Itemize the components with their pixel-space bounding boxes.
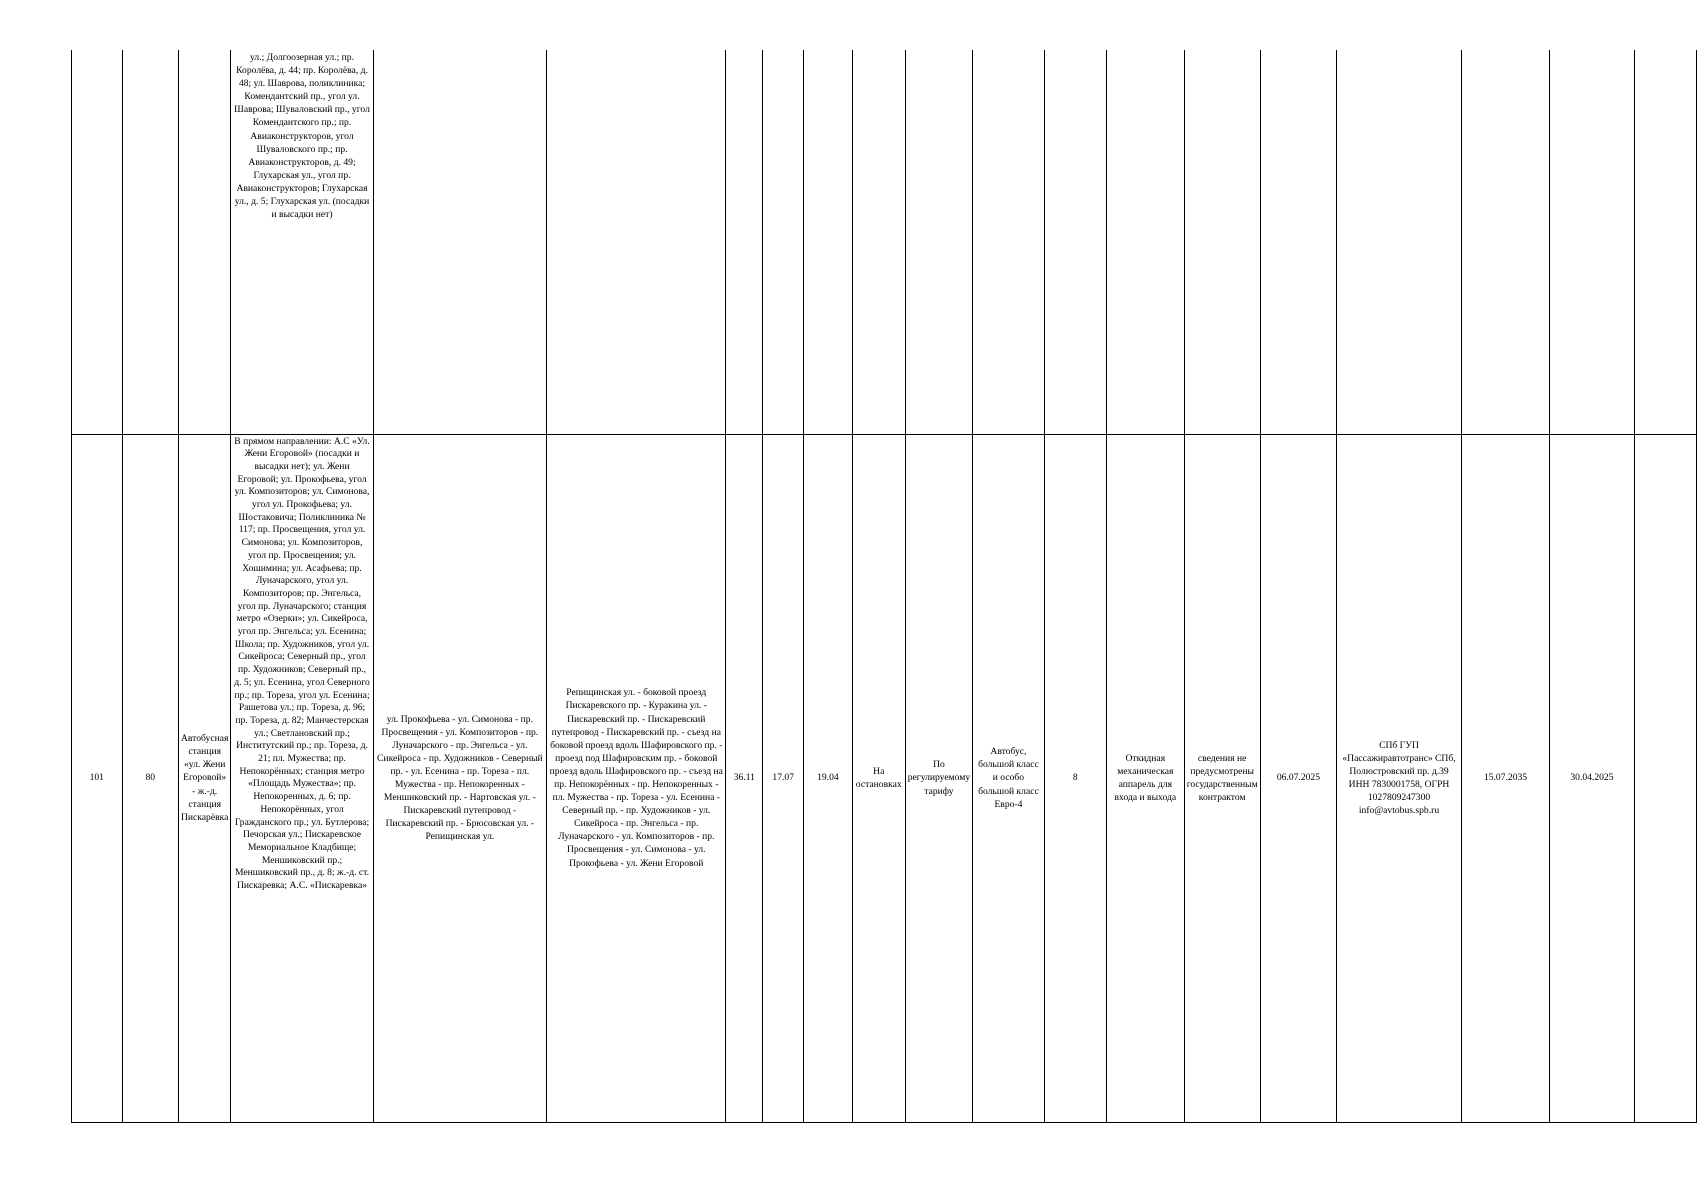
cell-reg-number [72, 50, 123, 434]
cell-carrier [1337, 50, 1462, 434]
cell-end-date: 15.07.2035 [1461, 434, 1549, 1122]
cell-length-total [804, 50, 853, 434]
cell-route-number [122, 50, 178, 434]
cell-change-date [1550, 50, 1634, 434]
cell-streets-forward [373, 50, 546, 434]
cell-stop-order [852, 50, 905, 434]
cell-carrier: СПб ГУП «Пассажиравтотранс» СПб, Полюстровский пр. д.39 ИНН 7830001758, ОГРН 1027809247300 info@avtobus.spb.ru [1337, 434, 1462, 1122]
cell-streets-backward [547, 50, 726, 434]
cell-notes [1634, 434, 1696, 1122]
cell-streets-backward: Репищинская ул. - боковой проезд Пискаревского пр. - Куракина ул. - Пискаревский пр. - Пискаревский путепровод - Пискаревский пр. - съезд на боковой проезд вдоль Шафировского пр. - проезд под Шафировским пр. - боковой проезд вдоль Шафировского пр. - съезд на пр. Непокорённых - пр. Непокоренных - пл. Мужества - пр. Тореза - ул. Есенина - Северный пр. - пр. Художников - ул. Сикейроса - пр. Энгельса - пр. Луначарского - ул. Композиторов - пр. Просвещения - ул. Симонова - ул. Прокофьева - ул. Жени Егоровой [547, 434, 726, 1122]
cell-vehicle [973, 50, 1045, 434]
cell-reg-number: 101 [72, 434, 123, 1122]
cell-stop-order: На остановках [852, 434, 905, 1122]
route-register-table [71, 50, 1697, 1123]
cell-equipment [1106, 50, 1184, 434]
cell-contract-info: сведения не предусмотрены государственным контрактом [1184, 434, 1260, 1122]
cell-length-backward: 17.07 [763, 434, 804, 1122]
cell-length-backward [763, 50, 804, 434]
cell-route-name [178, 50, 230, 434]
cell-tariff: По регулируемому тарифу [905, 434, 972, 1122]
cell-route-number: 80 [122, 434, 178, 1122]
continuation-row [72, 50, 1697, 434]
cell-start-date: 06.07.2025 [1260, 434, 1337, 1122]
cell-vehicle-count: 8 [1044, 434, 1106, 1122]
cell-length-forward [726, 50, 763, 434]
cell-notes [1634, 50, 1696, 434]
cell-tariff [905, 50, 972, 434]
cell-stops: В прямом направлении: А.С «Ул. Жени Егоровой» (посадки и высадки нет); ул. Жени Егоровой; ул. Прокофьева, угол ул. Композиторов; ул. Симонова, угол ул. Прокофьева; ул. Шостаковича; Поликлиника № 117; пр. Просвещения, угол ул. Симонова; ул. Композиторов, угол пр. Просвещения; ул. Хошимина; ул. Асафьева; пр. Луначарского, угол ул. Композиторов; пр. Энгельса, угол пр. Луначарского; станция метро «Озерки»; ул. Сикейроса, угол пр. Энгельса; ул. Есенина; Школа; пр. Художников, угол ул. Сикейроса; Северный пр., угол пр. Художников; Северный пр., д. 5; ул. Есенина, угол Северного пр.; пр. Тореза, угол ул. Есенина; Рашетова ул.; пр. Тореза, д. 96; пр. Тореза, д. 82; Манчестерская ул.; Светлановский пр.; Институтский пр.; пр. Тореза, д. 21; пл. Мужества; пр. Непокорённых; станция метро «Площадь Мужества»; пр. Непокоренных, д. 6; пр. Непокорённых, угол Гражданского пр.; ул. Бутлерова; Печорская ул.; Пискаревское Мемориальное Кладбище; Меншиковский пр.; Меншиковский пр., д. 8; ж.-д. ст. Пискаревка; А.С. «Пискаревка» [231, 434, 373, 1122]
cell-length-total: 19.04 [804, 434, 853, 1122]
route-row [72, 434, 1697, 1122]
cell-start-date [1260, 50, 1337, 434]
cell-change-date: 30.04.2025 [1550, 434, 1634, 1122]
cell-length-forward: 36.11 [726, 434, 763, 1122]
cell-contract-info [1184, 50, 1260, 434]
cell-vehicle: Автобус, большой класс и особо большой класс Евро-4 [973, 434, 1045, 1122]
cell-vehicle-count [1044, 50, 1106, 434]
cell-route-name: Автобусная станция «ул. Жени Егоровой» - ж.-д. станция Пискарёвка [178, 434, 230, 1122]
cell-stops: ул.; Долгоозерная ул.; пр. Королёва, д. 44; пр. Королёва, д. 48; ул. Шаврова, поликлиника; Комендантский пр., угол ул. Шаврова; Шуваловский пр., угол Комендантского пр.; пр. Авиаконструкторов, угол Шуваловского пр.; пр. Авиаконструкторов, д. 49; Глухарская ул., угол пр. Авиаконструкторов; Глухарская ул., д. 5; Глухарская ул. (посадки и высадки нет) [231, 50, 373, 434]
cell-end-date [1461, 50, 1549, 434]
cell-equipment: Откидная механическая аппарель для входа и выхода [1106, 434, 1184, 1122]
cell-streets-forward: ул. Прокофьева - ул. Симонова - пр. Просвещения - ул. Композиторов - пр. Луначарского - пр. Энгельса - ул. Сикейроса - пр. Художников - Северный пр. - ул. Есенина - пр. Тореза - пл. Мужества - пр. Непокоренных - Меншиковский пр. - Нартовская ул. - Пискаревский путепровод - Пискаревский пр. - Брюсовская ул. - Репищинская ул. [373, 434, 546, 1122]
